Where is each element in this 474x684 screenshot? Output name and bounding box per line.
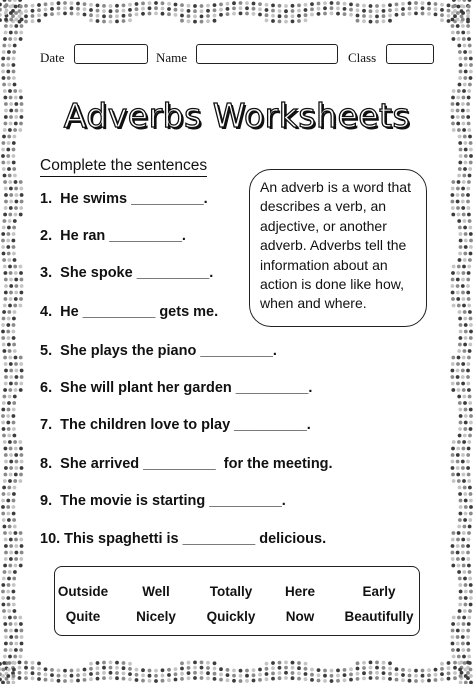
class-label: Class xyxy=(348,50,377,65)
worksheet xyxy=(24,26,450,658)
word-bank-word: Nicely xyxy=(136,609,176,624)
page-title: Adverbs Worksheets xyxy=(63,96,411,135)
question-1: 1. He swims _________. xyxy=(40,191,208,207)
date-field[interactable] xyxy=(74,44,148,64)
word-bank-word: Beautifully xyxy=(344,609,414,624)
question-9: 9. The movie is starting _________. xyxy=(40,493,286,509)
class-field[interactable] xyxy=(386,44,434,64)
question-8: 8. She arrived _________ for the meeting. xyxy=(40,456,333,472)
question-10: 10. This spaghetti is _________ delicious. xyxy=(40,531,327,547)
word-bank-word: Totally xyxy=(209,584,253,599)
question-2: 2. He ran _________. xyxy=(40,228,186,244)
question-3: 3. She spoke _________. xyxy=(40,265,214,281)
question-5: 5. She plays the piano _________. xyxy=(40,343,277,359)
question-4: 4. He _________ gets me. xyxy=(40,304,219,320)
date-label: Date xyxy=(40,50,65,65)
word-bank-word: Here xyxy=(284,584,316,599)
word-bank-word: Early xyxy=(362,584,396,599)
name-field[interactable] xyxy=(196,44,338,64)
name-label: Name xyxy=(156,50,188,65)
word-bank-word: Quite xyxy=(65,609,101,624)
word-bank-word: Quickly xyxy=(206,609,256,624)
question-7: 7. The children love to play _________. xyxy=(40,417,311,433)
question-6: 6. She will plant her garden _________. xyxy=(40,380,313,396)
word-bank-word: Outside xyxy=(57,584,109,599)
word-bank xyxy=(54,566,420,636)
word-bank-word: Now xyxy=(285,609,315,624)
instructions-heading: Complete the sentences xyxy=(40,157,207,177)
adverb-definition-box: An adverb is a word that describes a verb, an adjective, or another adverb. Adverbs tell the information about an action is done like how, when and where. xyxy=(249,169,427,327)
word-bank-word: Well xyxy=(142,584,170,599)
